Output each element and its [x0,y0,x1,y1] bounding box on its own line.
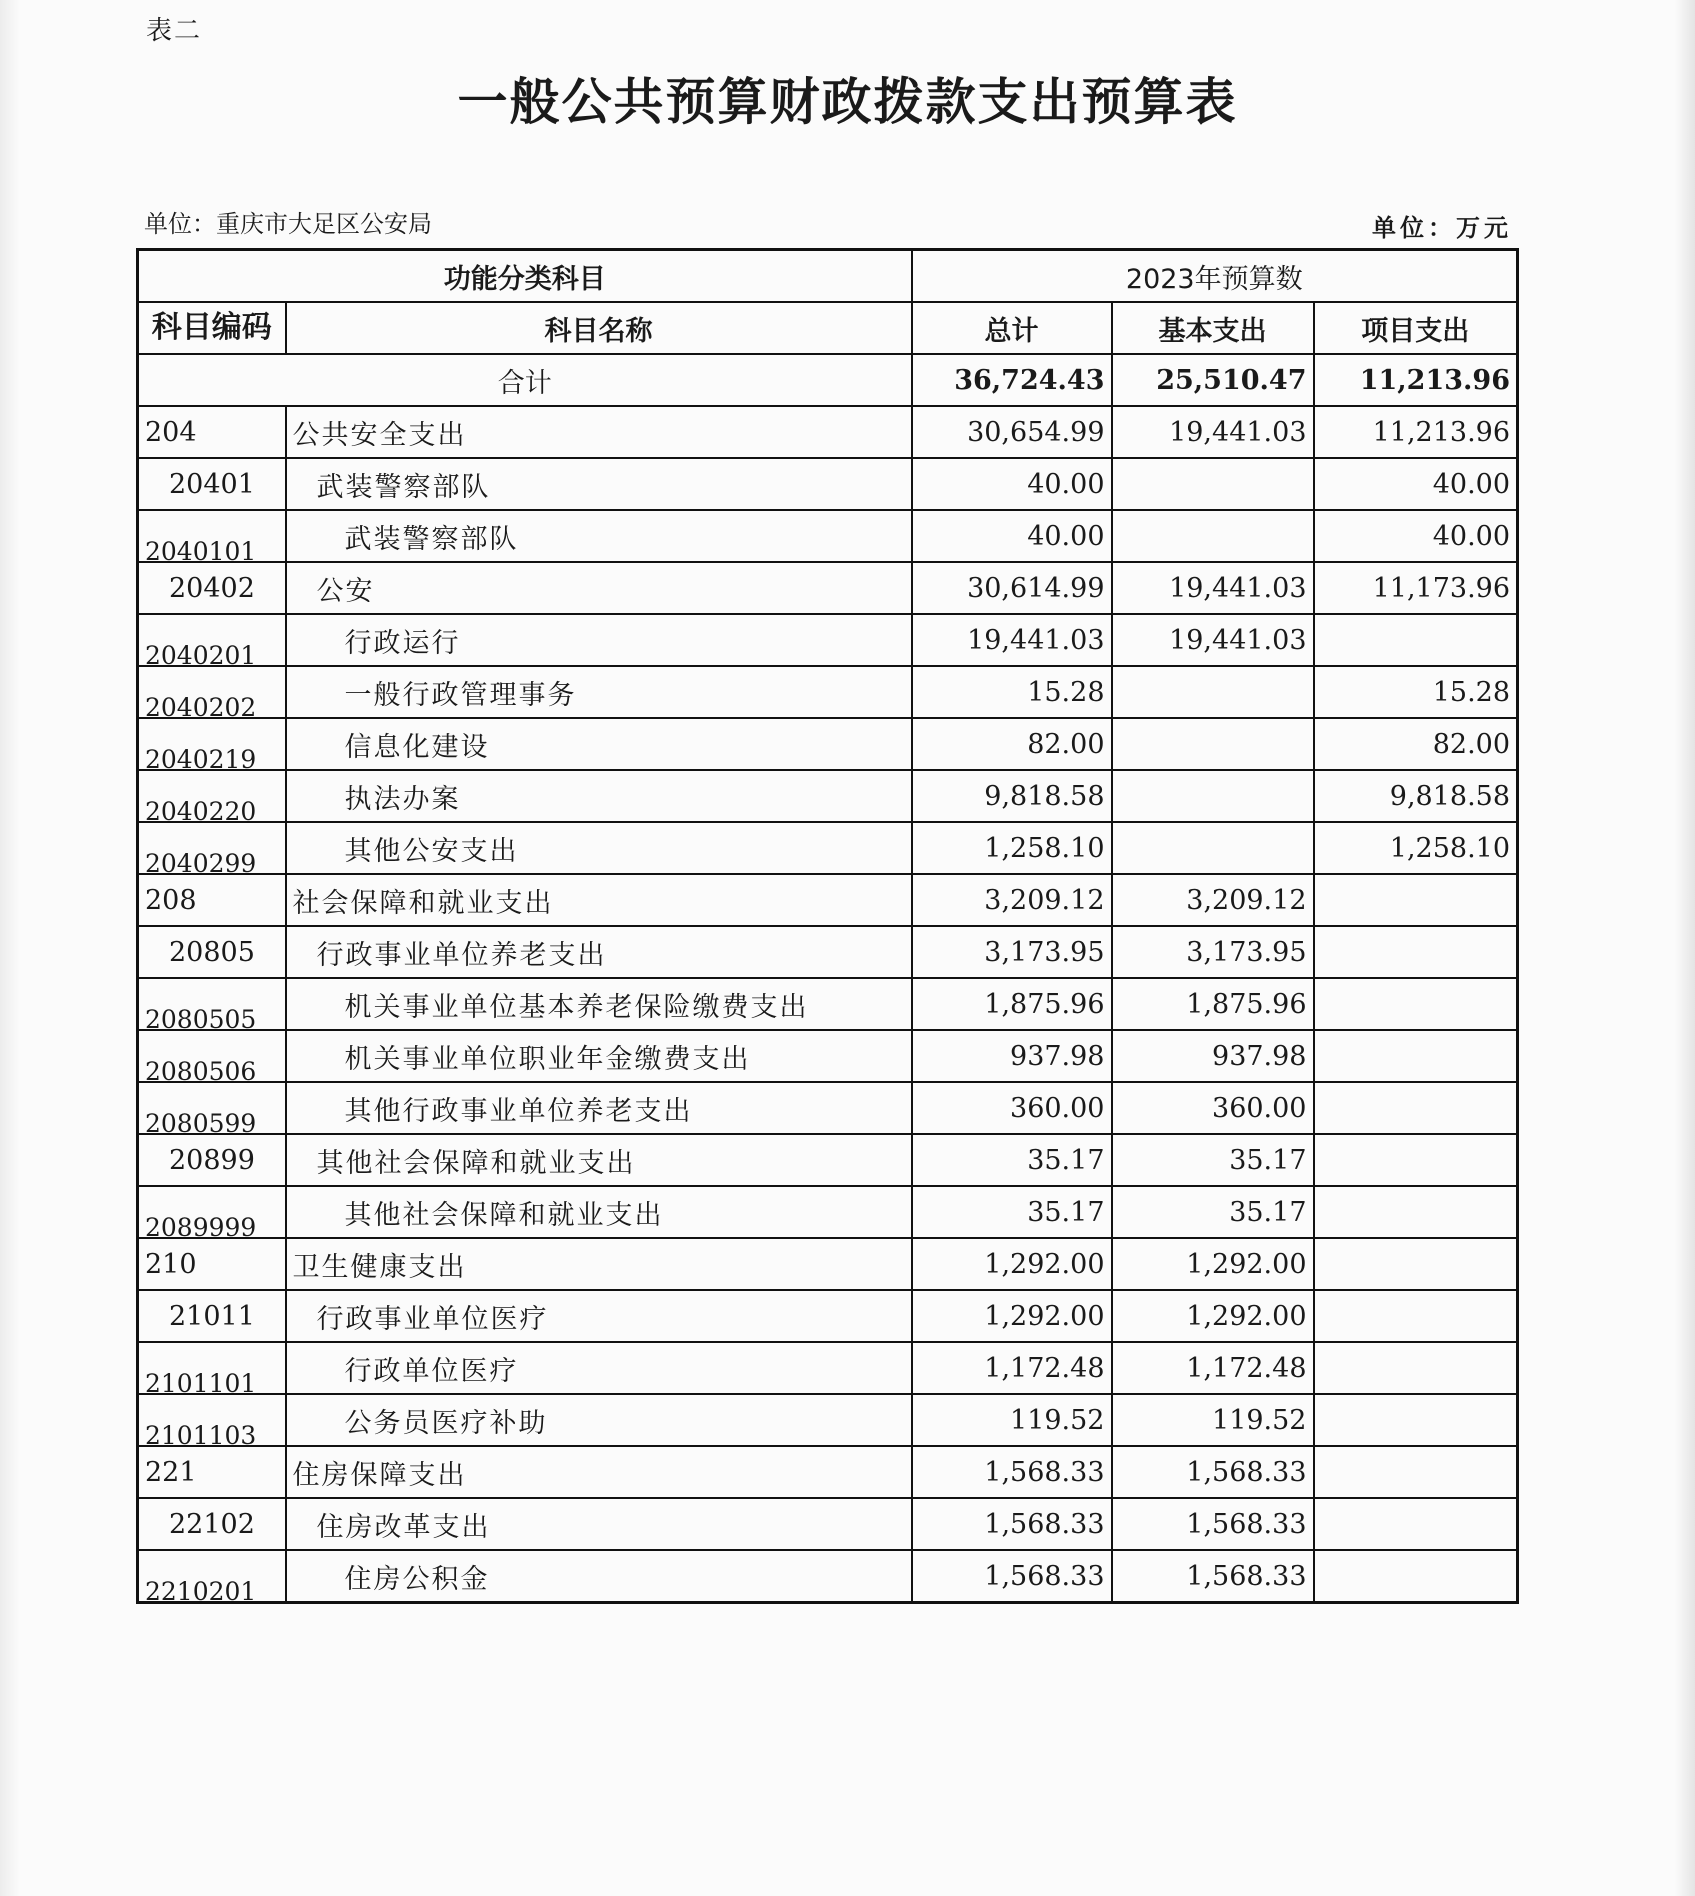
row-code: 221 [138,1446,286,1498]
row-total: 40.00 [912,510,1112,562]
row-code: 2080506 [138,1030,286,1082]
table-row [138,874,1518,926]
table-row [138,1238,1518,1290]
row-total: 1,875.96 [912,978,1112,1030]
row-project [1314,614,1518,666]
row-name: 住房公积金 [286,1550,912,1603]
row-name: 住房改革支出 [286,1498,912,1550]
row-code: 20899 [138,1134,286,1186]
row-code: 2089999 [138,1186,286,1238]
row-basic [1112,770,1314,822]
row-code: 2080505 [138,978,286,1030]
row-name: 卫生健康支出 [286,1238,912,1290]
row-name: 其他社会保障和就业支出 [286,1186,912,1238]
row-basic: 19,441.03 [1112,562,1314,614]
table-row [138,770,1518,822]
header-code-text: 科目编码 [151,310,272,345]
row-project: 11,213.96 [1314,406,1518,458]
row-project [1314,1082,1518,1134]
row-total: 40.00 [912,458,1112,510]
row-code: 20402 [138,562,286,614]
totals-project: 11,213.96 [1314,354,1518,406]
row-name: 公务员医疗补助 [286,1394,912,1446]
table-row [138,1342,1518,1394]
row-project [1314,1550,1518,1603]
row-code: 210 [138,1238,286,1290]
row-basic: 35.17 [1112,1134,1314,1186]
row-name: 武装警察部队 [286,458,912,510]
totals-total: 36,724.43 [912,354,1112,406]
row-code: 2101103 [138,1394,286,1446]
row-total: 35.17 [912,1186,1112,1238]
table-row [138,1082,1518,1134]
row-basic: 3,209.12 [1112,874,1314,926]
row-total: 937.98 [912,1030,1112,1082]
table-row [138,978,1518,1030]
row-basic: 35.17 [1112,1186,1314,1238]
row-basic [1112,822,1314,874]
header-budget-year: 2023年预算数 [912,250,1518,303]
row-project: 40.00 [1314,510,1518,562]
row-project: 1,258.10 [1314,822,1518,874]
row-total: 1,258.10 [912,822,1112,874]
table-row [138,822,1518,874]
row-code: 2210201 [138,1550,286,1603]
row-project [1314,926,1518,978]
page-title: 一般公共预算财政拨款支出预算表 [457,72,1238,131]
table-row [138,926,1518,978]
row-project: 15.28 [1314,666,1518,718]
row-name: 机关事业单位基本养老保险缴费支出 [286,978,912,1030]
row-code: 208 [138,874,286,926]
row-name: 其他行政事业单位养老支出 [286,1082,912,1134]
row-total: 30,654.99 [912,406,1112,458]
table-row [138,1030,1518,1082]
row-code: 204 [138,406,286,458]
row-code: 2040220 [138,770,286,822]
totals-row [138,354,1518,406]
row-total: 119.52 [912,1394,1112,1446]
row-basic: 937.98 [1112,1030,1314,1082]
table-row [138,510,1518,562]
row-total: 9,818.58 [912,770,1112,822]
row-name: 其他公安支出 [286,822,912,874]
row-project [1314,1238,1518,1290]
row-basic: 1,568.33 [1112,1446,1314,1498]
totals-label: 合计 [138,354,912,406]
table-row [138,718,1518,770]
row-name: 其他社会保障和就业支出 [286,1134,912,1186]
row-total: 1,568.33 [912,1498,1112,1550]
row-name: 执法办案 [286,770,912,822]
row-project [1314,1342,1518,1394]
row-code: 2080599 [138,1082,286,1134]
row-code: 21011 [138,1290,286,1342]
row-project [1314,1290,1518,1342]
budget-table [136,248,1519,1604]
row-project [1314,1498,1518,1550]
header-function-category: 功能分类科目 [138,250,912,303]
row-basic: 1,172.48 [1112,1342,1314,1394]
row-total: 3,173.95 [912,926,1112,978]
department-unit: 单位：重庆市大足区公安局 [144,210,432,238]
header-name: 科目名称 [286,302,912,354]
row-total: 360.00 [912,1082,1112,1134]
row-name: 住房保障支出 [286,1446,912,1498]
row-project: 9,818.58 [1314,770,1518,822]
table-row [138,406,1518,458]
table-row [138,666,1518,718]
row-basic [1112,458,1314,510]
header-row-columns [138,302,1518,354]
header-project: 项目支出 [1314,302,1518,354]
row-code: 2040299 [138,822,286,874]
row-total: 1,172.48 [912,1342,1112,1394]
row-code: 2101101 [138,1342,286,1394]
row-total: 3,209.12 [912,874,1112,926]
row-basic: 1,568.33 [1112,1498,1314,1550]
row-name: 公共安全支出 [286,406,912,458]
row-basic [1112,510,1314,562]
row-basic: 119.52 [1112,1394,1314,1446]
table-row [138,1550,1518,1603]
row-project: 82.00 [1314,718,1518,770]
row-name: 武装警察部队 [286,510,912,562]
table-row [138,614,1518,666]
header-row-group [138,250,1518,303]
row-code: 20401 [138,458,286,510]
row-name: 社会保障和就业支出 [286,874,912,926]
row-code: 2040101 [138,510,286,562]
table-row [138,1186,1518,1238]
row-basic: 19,441.03 [1112,614,1314,666]
row-total: 1,292.00 [912,1238,1112,1290]
header-code [138,302,286,354]
row-basic: 1,292.00 [1112,1238,1314,1290]
row-project [1314,1394,1518,1446]
table-row [138,1290,1518,1342]
row-name: 行政运行 [286,614,912,666]
row-basic: 1,292.00 [1112,1290,1314,1342]
currency-unit: 单位：万元 [1372,213,1512,242]
row-total: 1,292.00 [912,1290,1112,1342]
row-code: 2040219 [138,718,286,770]
row-code: 2040201 [138,614,286,666]
row-name: 信息化建设 [286,718,912,770]
row-project [1314,1186,1518,1238]
row-project [1314,1134,1518,1186]
table-row [138,1446,1518,1498]
row-project: 11,173.96 [1314,562,1518,614]
row-total: 1,568.33 [912,1446,1112,1498]
row-project [1314,874,1518,926]
row-total: 15.28 [912,666,1112,718]
row-code: 20805 [138,926,286,978]
row-name: 机关事业单位职业年金缴费支出 [286,1030,912,1082]
row-total: 35.17 [912,1134,1112,1186]
totals-basic: 25,510.47 [1112,354,1314,406]
row-basic: 3,173.95 [1112,926,1314,978]
row-total: 19,441.03 [912,614,1112,666]
row-project [1314,978,1518,1030]
table-row [138,1134,1518,1186]
row-basic: 19,441.03 [1112,406,1314,458]
sheet-label: 表二 [146,16,203,46]
row-code: 2040202 [138,666,286,718]
table-row [138,562,1518,614]
row-basic: 1,875.96 [1112,978,1314,1030]
row-total: 82.00 [912,718,1112,770]
row-name: 行政事业单位医疗 [286,1290,912,1342]
row-project [1314,1446,1518,1498]
row-basic [1112,666,1314,718]
scan-edge-left [0,0,20,1896]
scan-edge-right [1675,0,1695,1896]
table-row [138,458,1518,510]
row-total: 30,614.99 [912,562,1112,614]
row-total: 1,568.33 [912,1550,1112,1603]
table-row [138,1394,1518,1446]
row-code: 22102 [138,1498,286,1550]
row-name: 一般行政管理事务 [286,666,912,718]
row-name: 行政事业单位养老支出 [286,926,912,978]
row-project: 40.00 [1314,458,1518,510]
row-name: 公安 [286,562,912,614]
header-basic: 基本支出 [1112,302,1314,354]
row-basic: 360.00 [1112,1082,1314,1134]
row-name: 行政单位医疗 [286,1342,912,1394]
header-total: 总计 [912,302,1112,354]
row-basic: 1,568.33 [1112,1550,1314,1603]
row-project [1314,1030,1518,1082]
table-row [138,1498,1518,1550]
row-basic [1112,718,1314,770]
